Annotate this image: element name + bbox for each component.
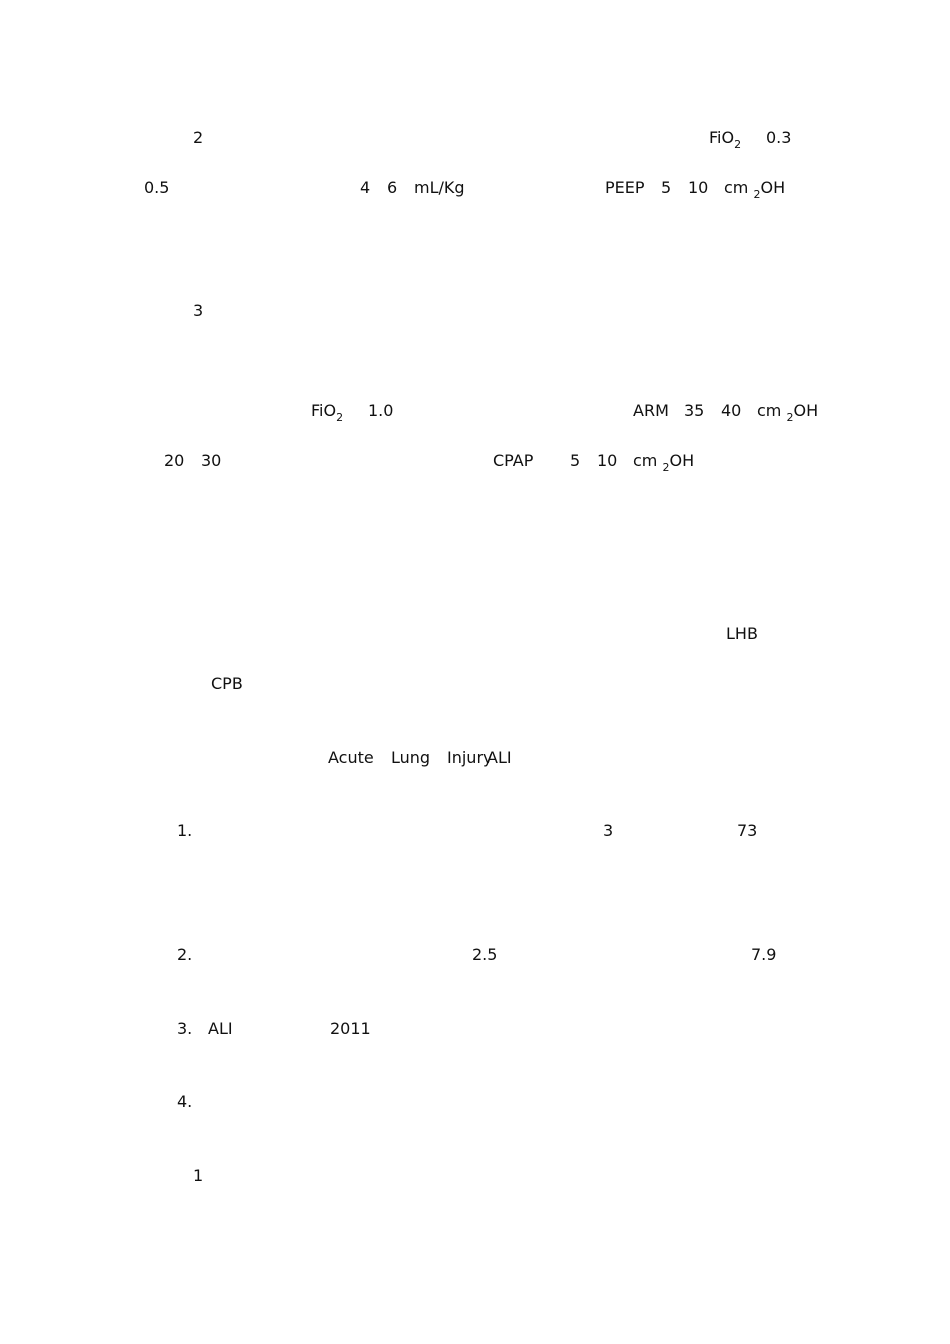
fio2-value: 0.3 (766, 128, 792, 147)
term-injury: Injury (447, 748, 493, 767)
term-acute: Acute (328, 748, 374, 767)
fio2-subscript: 2 (336, 411, 344, 424)
item-number: 2 (193, 128, 204, 147)
unit-cm: cm (724, 178, 749, 197)
term-lung: Lung (391, 748, 431, 767)
unit-subscript: 2 (662, 461, 670, 474)
arm-label: ARM (633, 401, 669, 420)
tidal-volume-max: 6 (387, 178, 398, 197)
list-number-3: 3. (177, 1019, 193, 1038)
list-number-1: 1. (177, 821, 193, 840)
year-2011: 2011 (330, 1019, 371, 1038)
tidal-volume-unit: mL/Kg (414, 178, 465, 197)
cpap-label: CPAP (493, 451, 534, 470)
fio2-base: FiO (709, 128, 735, 147)
pressure-unit (724, 178, 785, 200)
fio2-label (311, 401, 343, 423)
item-number: 3 (193, 301, 204, 320)
unit-subscript: 2 (753, 188, 761, 201)
unit-oh: OH (793, 401, 819, 420)
value-73: 73 (737, 821, 758, 840)
value-2-5: 2.5 (472, 945, 498, 964)
tidal-volume-min: 4 (360, 178, 371, 197)
duration-max: 30 (201, 451, 222, 470)
arm-pressure-min: 35 (684, 401, 705, 420)
cpap-max: 10 (597, 451, 618, 470)
item-number: 1 (193, 1166, 204, 1185)
term-ali: ALI (487, 748, 512, 767)
pressure-unit (757, 401, 818, 423)
cpap-min: 5 (570, 451, 581, 470)
unit-cm: cm (757, 401, 782, 420)
fio2-value: 1.0 (368, 401, 394, 420)
fio2-label (709, 128, 741, 150)
value-3: 3 (603, 821, 614, 840)
peep-max: 10 (688, 178, 709, 197)
unit-subscript: 2 (786, 411, 794, 424)
peep-min: 5 (661, 178, 672, 197)
unit-cm: cm (633, 451, 658, 470)
duration-min: 20 (164, 451, 185, 470)
peep-label: PEEP (605, 178, 645, 197)
fio2-subscript: 2 (734, 138, 742, 151)
term-ali: ALI (208, 1019, 233, 1038)
pressure-unit (633, 451, 694, 473)
list-number-4: 4. (177, 1092, 193, 1111)
arm-pressure-max: 40 (721, 401, 742, 420)
list-number-2: 2. (177, 945, 193, 964)
fio2-base: FiO (311, 401, 337, 420)
lhb-term: LHB (726, 624, 758, 643)
fio2-value-upper: 0.5 (144, 178, 170, 197)
cpb-term: CPB (211, 674, 243, 693)
unit-oh: OH (760, 178, 786, 197)
value-7-9: 7.9 (751, 945, 777, 964)
unit-oh: OH (669, 451, 695, 470)
